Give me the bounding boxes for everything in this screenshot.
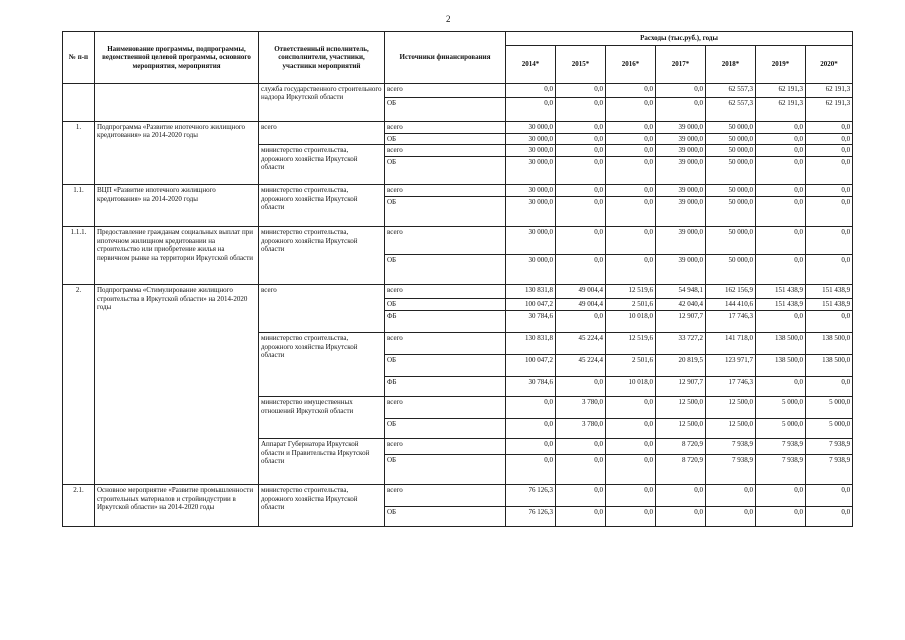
expense-value: 0,0 [806, 377, 853, 397]
executor: Аппарат Губернатора Иркутской области и Правительства Иркутской области [259, 439, 385, 485]
expense-value: 7 938,9 [756, 439, 806, 455]
expense-value: 0,0 [756, 197, 806, 227]
expense-value: 5 000,0 [806, 397, 853, 419]
table-row [63, 122, 853, 134]
expense-value: 7 938,9 [756, 455, 806, 485]
expense-value: 0,0 [556, 227, 606, 255]
row-number: 1.1.1. [63, 227, 95, 285]
program-name: Основное мероприятие «Развитие промышленности строительных материалов и стройиндустрии в Иркутской области» на 2014-2020 годы [95, 485, 259, 527]
program-name: Подпрограмма «Развитие ипотечного жилищного кредитования» на 2014-2020 годы [95, 122, 259, 185]
expense-value: 20 819,5 [656, 355, 706, 377]
row-number: 2.1. [63, 485, 95, 527]
expense-value: 62 191,3 [806, 98, 853, 122]
expense-value: 10 018,0 [606, 311, 656, 333]
expense-value: 0,0 [756, 145, 806, 157]
expense-value: 62 191,3 [756, 98, 806, 122]
expense-value: 0,0 [806, 134, 853, 145]
expense-value: 0,0 [556, 485, 606, 507]
expense-value: 0,0 [606, 507, 656, 527]
expense-value: 0,0 [606, 485, 656, 507]
expense-value: 0,0 [556, 157, 606, 185]
funding-source: ОБ [385, 419, 506, 439]
expense-value: 0,0 [756, 227, 806, 255]
expense-value: 0,0 [806, 507, 853, 527]
expense-value: 0,0 [556, 98, 606, 122]
expense-value: 0,0 [556, 134, 606, 145]
expense-value: 30 784,6 [506, 311, 556, 333]
row-number: 2. [63, 285, 95, 485]
expense-value: 0,0 [556, 84, 606, 98]
expense-value: 7 938,9 [806, 439, 853, 455]
expense-value: 138 500,0 [756, 355, 806, 377]
expense-value: 0,0 [756, 377, 806, 397]
funding-source: всего [385, 145, 506, 157]
expense-value: 3 780,0 [556, 419, 606, 439]
executor: служба государственного строительного надзора Иркутской области [259, 84, 385, 122]
expense-value: 0,0 [806, 311, 853, 333]
expense-value: 0,0 [606, 255, 656, 285]
funding-source: всего [385, 285, 506, 299]
expense-value: 0,0 [556, 197, 606, 227]
expense-value: 0,0 [506, 419, 556, 439]
expense-value: 30 000,0 [506, 255, 556, 285]
expense-value: 0,0 [756, 185, 806, 197]
executor: всего [259, 122, 385, 145]
expense-value: 30 000,0 [506, 145, 556, 157]
expense-value: 5 000,0 [806, 419, 853, 439]
expense-value: 144 410,6 [706, 299, 756, 311]
expense-value: 0,0 [806, 197, 853, 227]
program-name: ВЦП «Развитие ипотечного жилищного кредитования» на 2014-2020 годы [95, 185, 259, 227]
expense-value: 54 948,1 [656, 285, 706, 299]
expense-value: 7 938,9 [806, 455, 853, 485]
table-row [63, 84, 853, 98]
expense-value: 0,0 [606, 197, 656, 227]
expense-value: 7 938,9 [706, 439, 756, 455]
expense-value: 39 000,0 [656, 157, 706, 185]
expense-value: 0,0 [806, 255, 853, 285]
expense-value: 0,0 [806, 157, 853, 185]
expense-value: 62 557,3 [706, 98, 756, 122]
expense-value: 50 000,0 [706, 134, 756, 145]
expense-value: 0,0 [556, 439, 606, 455]
table-row [63, 485, 853, 507]
expense-value: 0,0 [656, 98, 706, 122]
program-name [95, 84, 259, 122]
expense-value: 12 519,6 [606, 285, 656, 299]
row-number: 1. [63, 122, 95, 185]
expense-value: 12 907,7 [656, 377, 706, 397]
header-year: 2016* [606, 46, 656, 84]
expense-value: 76 126,3 [506, 485, 556, 507]
table-row [63, 227, 853, 255]
expense-value: 0,0 [606, 84, 656, 98]
header-expenses: Расходы (тыс.руб.), годы [506, 32, 853, 46]
expense-value: 7 938,9 [706, 455, 756, 485]
expense-value: 141 718,0 [706, 333, 756, 355]
row-number: 1.1. [63, 185, 95, 227]
funding-source: всего [385, 84, 506, 98]
funding-source: ОБ [385, 455, 506, 485]
expense-value: 0,0 [556, 507, 606, 527]
expense-value: 0,0 [606, 157, 656, 185]
expense-value: 0,0 [756, 157, 806, 185]
header-year: 2017* [656, 46, 706, 84]
executor: министерство имущественных отношений Иркутской области [259, 397, 385, 439]
expense-value: 50 000,0 [706, 157, 756, 185]
expense-value: 0,0 [806, 145, 853, 157]
expense-value: 50 000,0 [706, 122, 756, 134]
expense-value: 0,0 [806, 485, 853, 507]
expense-value: 0,0 [756, 311, 806, 333]
expense-value: 151 438,9 [756, 285, 806, 299]
expense-value: 0,0 [606, 455, 656, 485]
expense-value: 39 000,0 [656, 197, 706, 227]
expense-value: 5 000,0 [756, 397, 806, 419]
expense-value: 62 557,3 [706, 84, 756, 98]
expense-value: 39 000,0 [656, 134, 706, 145]
expense-value: 8 720,9 [656, 439, 706, 455]
expense-value: 50 000,0 [706, 227, 756, 255]
expense-value: 0,0 [606, 134, 656, 145]
expense-value: 62 191,3 [756, 84, 806, 98]
expense-value: 2 501,6 [606, 299, 656, 311]
page-number: 2 [446, 14, 451, 24]
expense-value: 45 224,4 [556, 355, 606, 377]
expense-value: 39 000,0 [656, 185, 706, 197]
expense-value: 100 047,2 [506, 355, 556, 377]
header-year: 2019* [756, 46, 806, 84]
expense-value: 0,0 [756, 134, 806, 145]
funding-source: ОБ [385, 134, 506, 145]
executor: министерство строительства, дорожного хозяйства Иркутской области [259, 333, 385, 397]
expense-value: 3 780,0 [556, 397, 606, 419]
header-program-name: Наименование программы, подпрограммы, ведомственной целевой программы, основного мероприятия, мероприятия [95, 32, 259, 84]
expense-value: 39 000,0 [656, 255, 706, 285]
expense-value: 130 831,8 [506, 285, 556, 299]
funding-source: ОБ [385, 98, 506, 122]
expense-value: 0,0 [806, 185, 853, 197]
header-year: 2015* [556, 46, 606, 84]
expense-value: 10 018,0 [606, 377, 656, 397]
expense-value: 0,0 [756, 507, 806, 527]
row-number [63, 84, 95, 122]
expense-value: 0,0 [606, 439, 656, 455]
expense-value: 30 000,0 [506, 227, 556, 255]
table-row [63, 285, 853, 299]
expense-value: 12 500,0 [706, 397, 756, 419]
funding-source: ОБ [385, 355, 506, 377]
expense-value: 30 000,0 [506, 197, 556, 227]
expense-value: 151 438,9 [806, 299, 853, 311]
expense-value: 0,0 [756, 485, 806, 507]
expense-value: 0,0 [556, 122, 606, 134]
expense-value: 0,0 [606, 145, 656, 157]
expense-value: 50 000,0 [706, 185, 756, 197]
expense-value: 0,0 [706, 485, 756, 507]
expense-value: 138 500,0 [756, 333, 806, 355]
expense-value: 30 000,0 [506, 134, 556, 145]
header-year: 2014* [506, 46, 556, 84]
expense-value: 30 000,0 [506, 122, 556, 134]
expense-value: 0,0 [756, 122, 806, 134]
executor: всего [259, 285, 385, 333]
expense-value: 12 500,0 [656, 397, 706, 419]
expense-value: 39 000,0 [656, 145, 706, 157]
expense-value: 50 000,0 [706, 197, 756, 227]
executor: министерство строительства, дорожного хозяйства Иркутской области [259, 485, 385, 527]
expense-value: 33 727,2 [656, 333, 706, 355]
expense-value: 30 000,0 [506, 157, 556, 185]
funding-source: ФБ [385, 377, 506, 397]
funding-source: ОБ [385, 197, 506, 227]
expense-value: 162 156,9 [706, 285, 756, 299]
expense-value: 138 500,0 [806, 355, 853, 377]
expense-value: 39 000,0 [656, 122, 706, 134]
expense-value: 12 500,0 [656, 419, 706, 439]
expense-value: 0,0 [606, 98, 656, 122]
funding-source: всего [385, 122, 506, 134]
header-number: № п-п [63, 32, 95, 84]
expense-value: 0,0 [606, 227, 656, 255]
expense-value: 0,0 [506, 98, 556, 122]
expense-value: 138 500,0 [806, 333, 853, 355]
expense-value: 123 971,7 [706, 355, 756, 377]
funding-source: всего [385, 439, 506, 455]
expense-value: 50 000,0 [706, 145, 756, 157]
expense-value: 0,0 [606, 419, 656, 439]
expense-value: 12 907,7 [656, 311, 706, 333]
expense-value: 0,0 [806, 122, 853, 134]
executor: министерство строительства, дорожного хозяйства Иркутской области [259, 227, 385, 285]
expense-value: 0,0 [506, 455, 556, 485]
expense-value: 17 746,3 [706, 377, 756, 397]
expense-value: 17 746,3 [706, 311, 756, 333]
funding-source: всего [385, 485, 506, 507]
funding-source: ОБ [385, 507, 506, 527]
expense-value: 76 126,3 [506, 507, 556, 527]
expense-value: 30 784,6 [506, 377, 556, 397]
expense-value: 151 438,9 [806, 285, 853, 299]
header-funding-source: Источники финансирования [385, 32, 506, 84]
expense-value: 62 191,3 [806, 84, 853, 98]
expense-value: 0,0 [656, 507, 706, 527]
expense-value: 130 831,8 [506, 333, 556, 355]
expense-value: 0,0 [556, 185, 606, 197]
expense-value: 0,0 [656, 84, 706, 98]
expense-value: 0,0 [506, 439, 556, 455]
funding-source: ОБ [385, 157, 506, 185]
expense-value: 0,0 [806, 227, 853, 255]
expense-value: 45 224,4 [556, 333, 606, 355]
expense-value: 39 000,0 [656, 227, 706, 255]
header-executor: Ответственный исполнитель, соисполнители, участники, участники мероприятий [259, 32, 385, 84]
expense-value: 0,0 [606, 185, 656, 197]
expense-value: 0,0 [706, 507, 756, 527]
expense-value: 49 004,4 [556, 299, 606, 311]
expense-value: 30 000,0 [506, 185, 556, 197]
expense-value: 0,0 [506, 84, 556, 98]
expense-value: 49 004,4 [556, 285, 606, 299]
expense-value: 100 047,2 [506, 299, 556, 311]
funding-source: всего [385, 227, 506, 255]
expense-value: 8 720,9 [656, 455, 706, 485]
funding-source: всего [385, 185, 506, 197]
expense-value: 0,0 [556, 311, 606, 333]
executor: министерство строительства, дорожного хозяйства Иркутской области [259, 185, 385, 227]
program-name: Подпрограмма «Стимулирование жилищного строительства в Иркутской области» на 2014-2020 годы [95, 285, 259, 485]
expense-value: 42 040,4 [656, 299, 706, 311]
expense-value: 0,0 [656, 485, 706, 507]
budget-table [62, 31, 853, 527]
expense-value: 0,0 [756, 255, 806, 285]
expense-value: 2 501,6 [606, 355, 656, 377]
expense-value: 12 519,6 [606, 333, 656, 355]
program-name: Предоставление гражданам социальных выплат при ипотечном жилищном кредитовании на строительство или приобретение жилья на первичном рынке на территории Иркутской области [95, 227, 259, 285]
expense-value: 0,0 [506, 397, 556, 419]
expense-value: 0,0 [556, 377, 606, 397]
funding-source: ОБ [385, 255, 506, 285]
expense-value: 0,0 [606, 397, 656, 419]
expense-value: 0,0 [556, 255, 606, 285]
expense-value: 0,0 [606, 122, 656, 134]
expense-value: 5 000,0 [756, 419, 806, 439]
expense-value: 50 000,0 [706, 255, 756, 285]
expense-value: 0,0 [556, 455, 606, 485]
header-year: 2020* [806, 46, 853, 84]
funding-source: ОБ [385, 299, 506, 311]
expense-value: 151 438,9 [756, 299, 806, 311]
table-row [63, 185, 853, 197]
expense-value: 0,0 [556, 145, 606, 157]
header-year: 2018* [706, 46, 756, 84]
funding-source: всего [385, 397, 506, 419]
funding-source: ФБ [385, 311, 506, 333]
executor: министерство строительства, дорожного хозяйства Иркутской области [259, 145, 385, 185]
funding-source: всего [385, 333, 506, 355]
expense-value: 12 500,0 [706, 419, 756, 439]
